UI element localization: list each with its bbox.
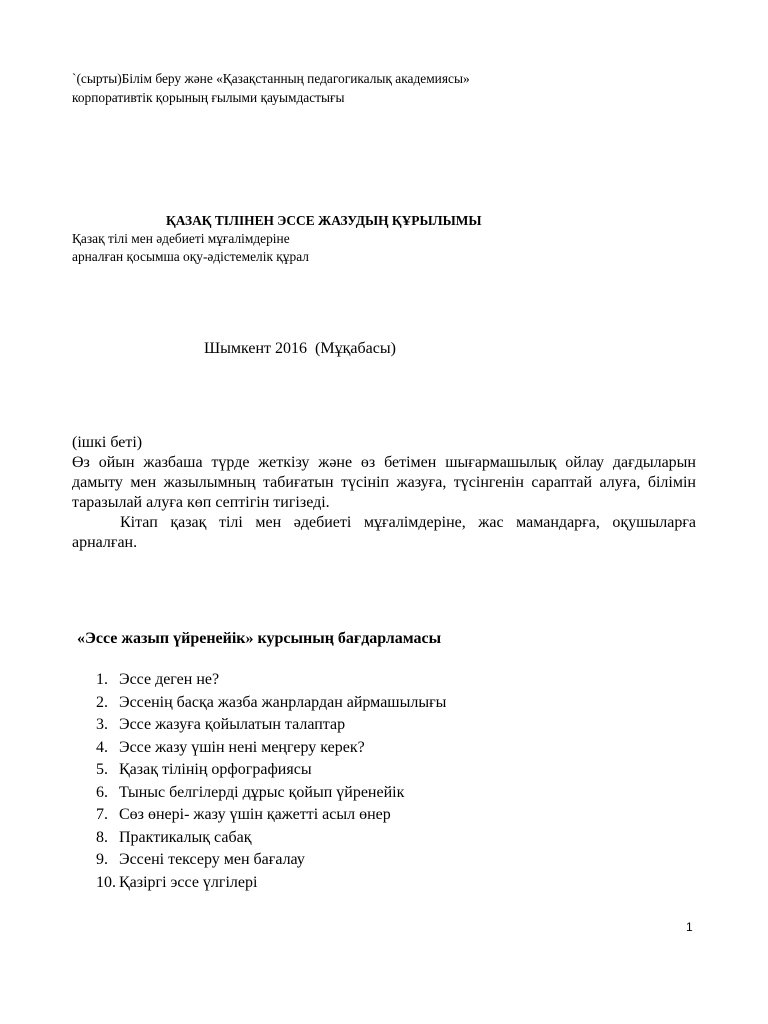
list-item-number: 9. <box>96 851 108 868</box>
header-line-1: `(сырты)Білім беру және «Қазақстанның педагогикалық академиясы» <box>72 71 470 86</box>
list-item-number: 1. <box>96 671 108 688</box>
list-item <box>96 849 446 872</box>
list-item <box>96 827 446 850</box>
list-item-text: Сөз өнері- жазу үшін қажетті асыл өнер <box>119 806 391 823</box>
header-organization <box>72 69 470 107</box>
course-program-list <box>96 669 446 894</box>
course-program-title: «Эссе жазып үйренейік» курсының бағдарламасы <box>77 630 442 647</box>
list-item-text: Эссе жазу үшін нені меңгеру керек? <box>119 738 365 756</box>
list-item-text: Эссені тексеру мен бағалау <box>119 851 305 868</box>
list-item-number: 10. <box>96 873 116 891</box>
list-item <box>96 872 446 895</box>
list-item-number: 7. <box>96 806 108 823</box>
list-item-number: 5. <box>96 761 108 778</box>
annotation-paragraph: Өз ойын жазбаша түрде жеткізу және өз бетімен шығармашылық ойлау дағдыларын дамыту мен жазылымның табиғатын түсініп жазуға, түсінгенін сараптай алуға, білімін таразылай алуға көп септігін тигізеді. <box>72 454 696 511</box>
list-item-text: Қазіргі эссе үлгілері <box>119 873 258 891</box>
subtitle-line-2: арналған қосымша оқу-әдістемелік құрал <box>72 249 309 264</box>
list-item-number: 2. <box>96 693 108 711</box>
list-item-number: 3. <box>96 716 108 733</box>
document-title: ҚАЗАҚ ТІЛІНЕН ЭССЕ ЖАЗУДЫҢ ҚҰРЫЛЫМЫ <box>166 213 482 228</box>
inner-page-block <box>72 433 696 553</box>
list-item-text: Тыныс белгілерді дұрыс қойып үйренейік <box>119 783 405 801</box>
list-item-text: Практикалық сабақ <box>119 828 252 846</box>
list-item-text: Эссе жазуға қойылатын талаптар <box>119 716 346 733</box>
list-item <box>96 669 446 692</box>
list-item-number: 4. <box>96 738 108 756</box>
page-number: 1 <box>686 920 693 934</box>
list-item <box>96 737 446 760</box>
title-block <box>72 212 696 266</box>
header-line-2: корпоративтік қорының ғылыми қауымдастығы <box>72 90 345 105</box>
list-item <box>96 804 446 827</box>
subtitle-line-1: Қазақ тілі мен әдебиеті мұғалімдеріне <box>72 231 290 246</box>
list-item-text: Қазақ тілінің орфографиясы <box>119 761 312 778</box>
inner-page-label: (ішкі беті) <box>72 434 143 451</box>
list-item <box>96 759 446 782</box>
list-item-text: Эссенің басқа жазба жанрлардан айрмашылығы <box>119 693 447 711</box>
city-year: Шымкент 2016 (Мұқабасы) <box>204 340 396 357</box>
list-item <box>96 714 446 737</box>
list-item-text: Эссе деген не? <box>119 671 220 688</box>
audience-paragraph: Кітап қазақ тілі мен әдебиеті мұғалімдеріне, жас мамандарға, оқушыларға арналған. <box>72 514 696 551</box>
list-item <box>96 782 446 805</box>
list-item <box>96 692 446 715</box>
list-item-number: 6. <box>96 783 108 801</box>
list-item-number: 8. <box>96 828 108 846</box>
